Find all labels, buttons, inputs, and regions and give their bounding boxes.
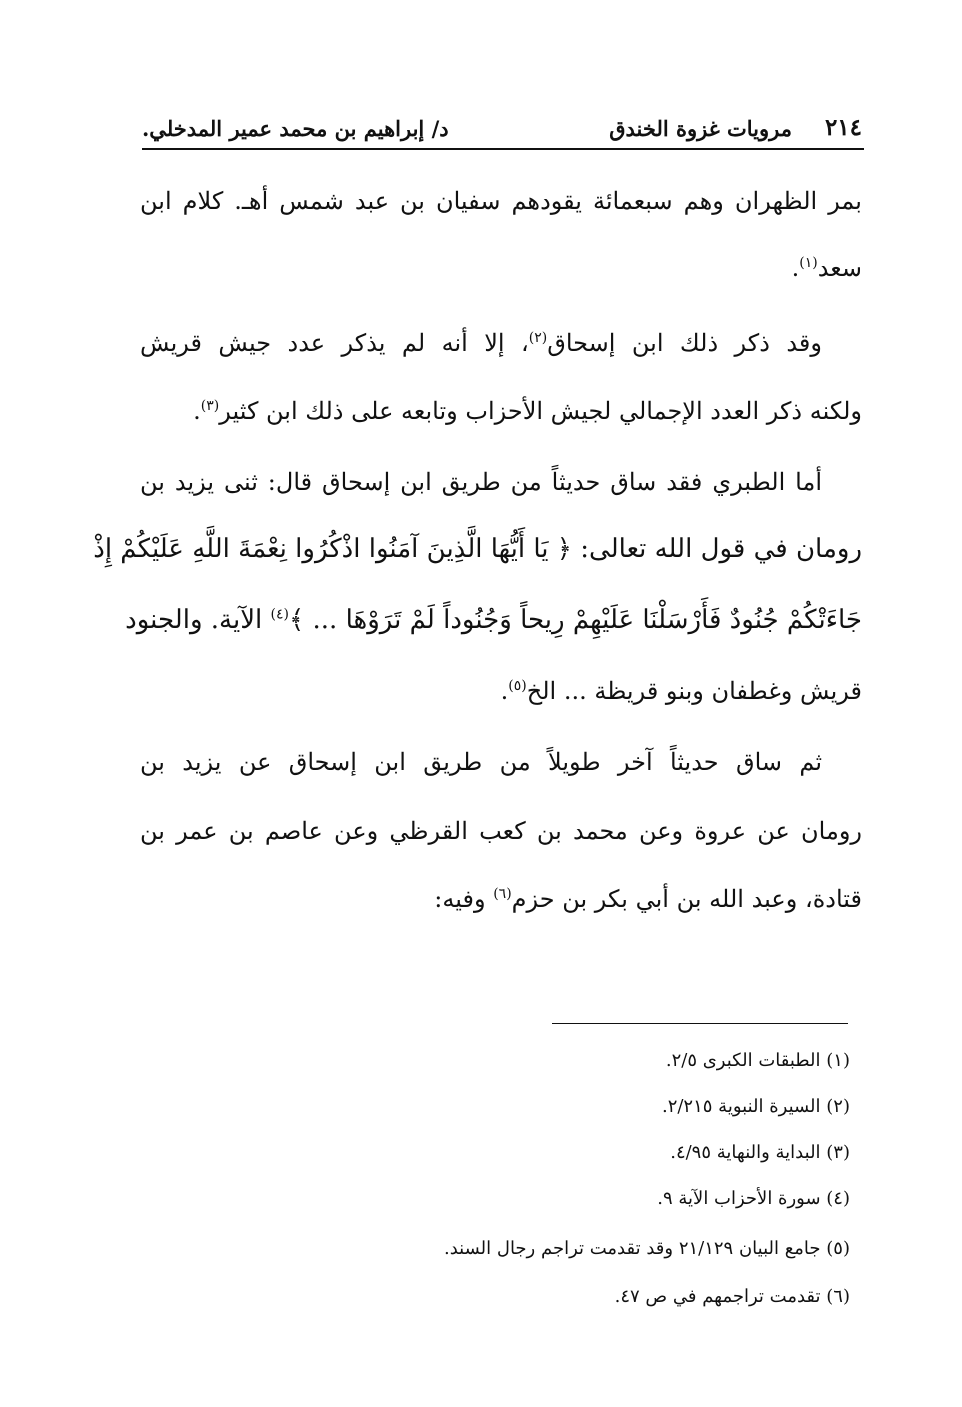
footnote-ref-5: (٥)	[508, 678, 527, 694]
footnote-ref-6: (٦)	[493, 886, 512, 902]
footnote-5: (٥) جامع البيان ٢١/١٢٩ وقد تقدمت تراجم رجال السند.	[444, 1238, 850, 1259]
text-fragment: الآية. والجنود	[125, 605, 271, 635]
footnote-3: (٣) البداية والنهاية ٤/٩٥.	[670, 1142, 850, 1163]
quran-verse: جَاءَتْكُمْ جُنُودٌ فَأَرْسَلْنَا عَلَيْهِمْ رِيحاً وَجُنُوداً لَمْ تَرَوْهَا ... ﴾	[289, 605, 862, 635]
period: .	[193, 397, 201, 425]
text-line-10: رومان عن عروة وعن محمد بن كعب القرظي وعن عاصم بن عمر بن	[140, 817, 862, 845]
text-fragment: وقد ذكر ذلك ابن إسحاق	[547, 329, 822, 357]
period: .	[791, 254, 800, 282]
text-line-3	[140, 323, 822, 363]
text-fragment: قريش وغطفان وبنو قريظة ... الخ	[526, 677, 862, 705]
footnote-2: (٢) السيرة النبوية ٢/٢١٥.	[661, 1096, 850, 1117]
text-fragment: ولكنه ذكر العدد الإجمالي لجيش الأحزاب وتابعه على ذلك ابن كثير	[219, 397, 862, 425]
text-line-4	[140, 391, 862, 431]
text-fragment: ، إلا أنه لم يذكر عدد جيش قريش	[140, 329, 529, 357]
text-line-8	[140, 671, 862, 711]
text-line-11	[140, 879, 862, 919]
running-header	[142, 112, 864, 150]
period: .	[500, 677, 509, 705]
text-line-6: رومان في قول الله تعالى: ﴿ يَا أَيُّهَا الَّذِينَ آمَنُوا اذْكُرُوا نِعْمَةَ اللَّهِ عَلَيْكُمْ إِذْ	[93, 534, 862, 564]
text-line-1: بمر الظهران وهم سبعمائة يقودهم سفيان بن عبد شمس أهـ. كلام ابن	[140, 187, 862, 215]
page-number: ٢١٤	[824, 114, 862, 141]
book-title: مرويات غزوة الخندق	[609, 116, 792, 141]
footnote-separator	[552, 1023, 848, 1024]
text-line-5: أما الطبري فقد ساق حديثاً من طريق ابن إسحاق قال: ثنى يزيد بن	[140, 468, 822, 496]
footnote-6: (٦) تقدمت تراجمهم في ص ٤٧.	[614, 1286, 850, 1307]
footnote-ref-4: (٤)	[270, 606, 290, 623]
footnote-ref-2: (٢)	[528, 330, 548, 346]
text-fragment: وفيه:	[434, 885, 494, 913]
text-fragment: سعد	[817, 254, 862, 282]
text-line-7	[125, 600, 862, 640]
text-line-9: ثم ساق حديثاً آخر طويلاً من طريق ابن إسحاق عن يزيد بن	[140, 748, 822, 776]
footnote-1: (١) الطبقات الكبرى ٢/٥.	[665, 1050, 850, 1071]
text-line-2	[140, 248, 862, 288]
footnote-4: (٤) سورة الأحزاب الآية ٩.	[657, 1188, 850, 1209]
footnote-ref-1: (١)	[799, 255, 818, 271]
author-name: د/ إبراهيم بن محمد عمير المدخلي.	[142, 116, 449, 141]
footnote-ref-3: (٣)	[200, 398, 220, 414]
text-fragment: قتادة، وعبد الله بن أبي بكر بن حزم	[511, 885, 862, 913]
